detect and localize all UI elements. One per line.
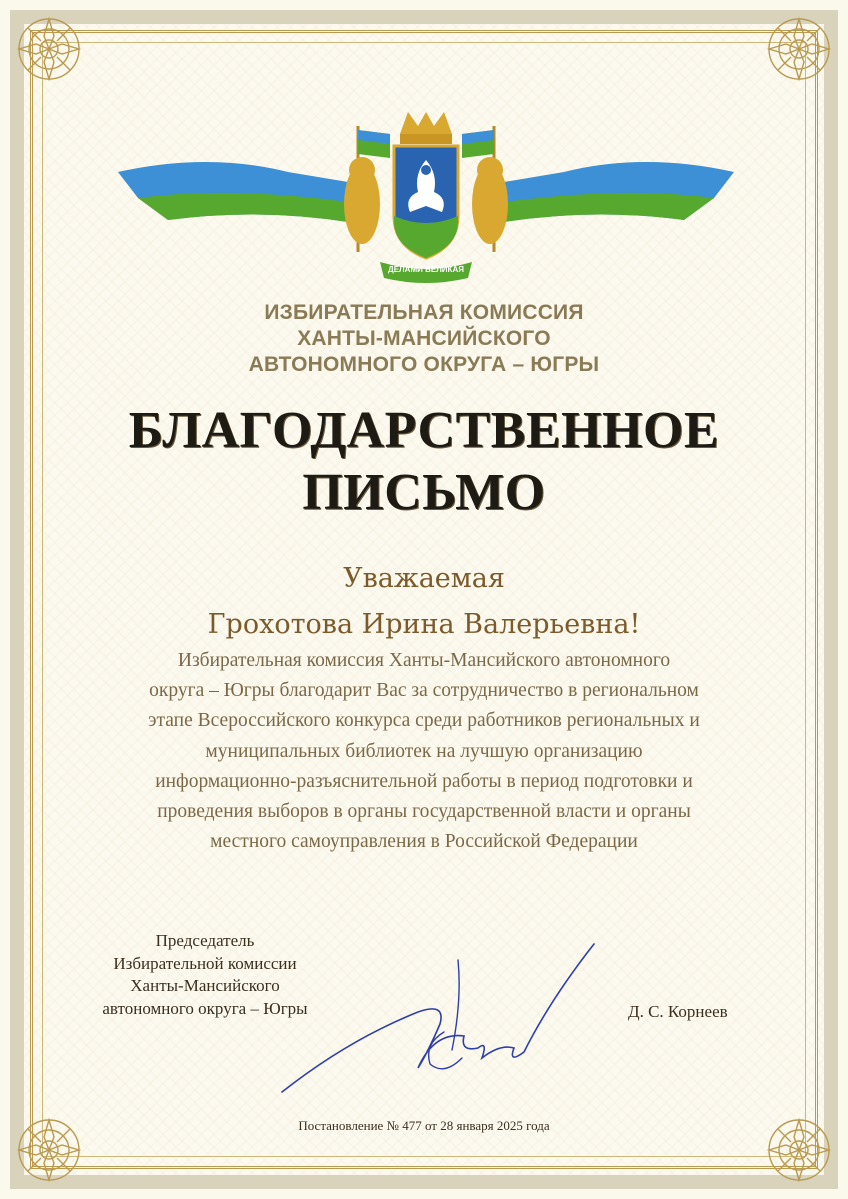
body-line: информационно-разъяснительной работы в период подготовки и xyxy=(155,770,693,792)
signatory-title-line: Избирательной комиссии xyxy=(113,953,297,973)
organization-name xyxy=(120,300,728,378)
body-line: муниципальных библиотек на лучшую организацию xyxy=(205,740,643,762)
title-line: БЛАГОДАРСТВЕННОЕ xyxy=(128,402,720,459)
corner-rosette-icon xyxy=(756,1107,842,1193)
body-line: этапе Всероссийского конкурса среди работников региональных и xyxy=(148,710,700,732)
organization-line: ХАНТЫ-МАНСИЙСКОГО xyxy=(297,327,551,350)
signatory-title-line: Председатель xyxy=(155,931,255,950)
body-line: проведения выборов в органы государственной власти и органы xyxy=(157,801,691,823)
emblem-motto: ДЕЛАМИ ВЕЛИКАЯ xyxy=(388,265,464,274)
letter-body xyxy=(70,646,778,857)
handwritten-signature-icon xyxy=(268,940,598,1100)
greeting-line: Уважаемая xyxy=(343,563,505,594)
corner-rosette-icon xyxy=(6,1107,92,1193)
organization-line: ИЗБИРАТЕЛЬНАЯ КОМИССИЯ xyxy=(264,301,584,324)
corner-rosette-icon xyxy=(756,6,842,92)
signatory-title-line: Ханты-Мансийского xyxy=(130,976,280,995)
body-line: округа – Югры благодарит Вас за сотрудничество в региональном xyxy=(149,680,699,702)
decree-reference: Постановление № 477 от 28 января 2025 года xyxy=(298,1118,550,1133)
signatory-title-line: автономного округа – Югры xyxy=(102,998,308,1018)
body-line: Избирательная комиссия Ханты-Мансийского автономного xyxy=(177,650,671,671)
title-line: ПИСЬМО xyxy=(302,464,546,521)
organization-line: АВТОНОМНОГО ОКРУГА – ЮГРЫ xyxy=(248,353,600,376)
coat-of-arms xyxy=(118,112,734,288)
document-title xyxy=(60,400,788,524)
crown-icon xyxy=(400,112,452,134)
signatory-name: Д. С. Корнеев xyxy=(628,1002,728,1021)
body-line: местного самоуправления в Российской Федерации xyxy=(210,831,638,853)
corner-rosette-icon xyxy=(6,6,92,92)
recipient-name: Грохотова Ирина Валерьевна! xyxy=(207,609,641,640)
greeting xyxy=(80,556,768,648)
